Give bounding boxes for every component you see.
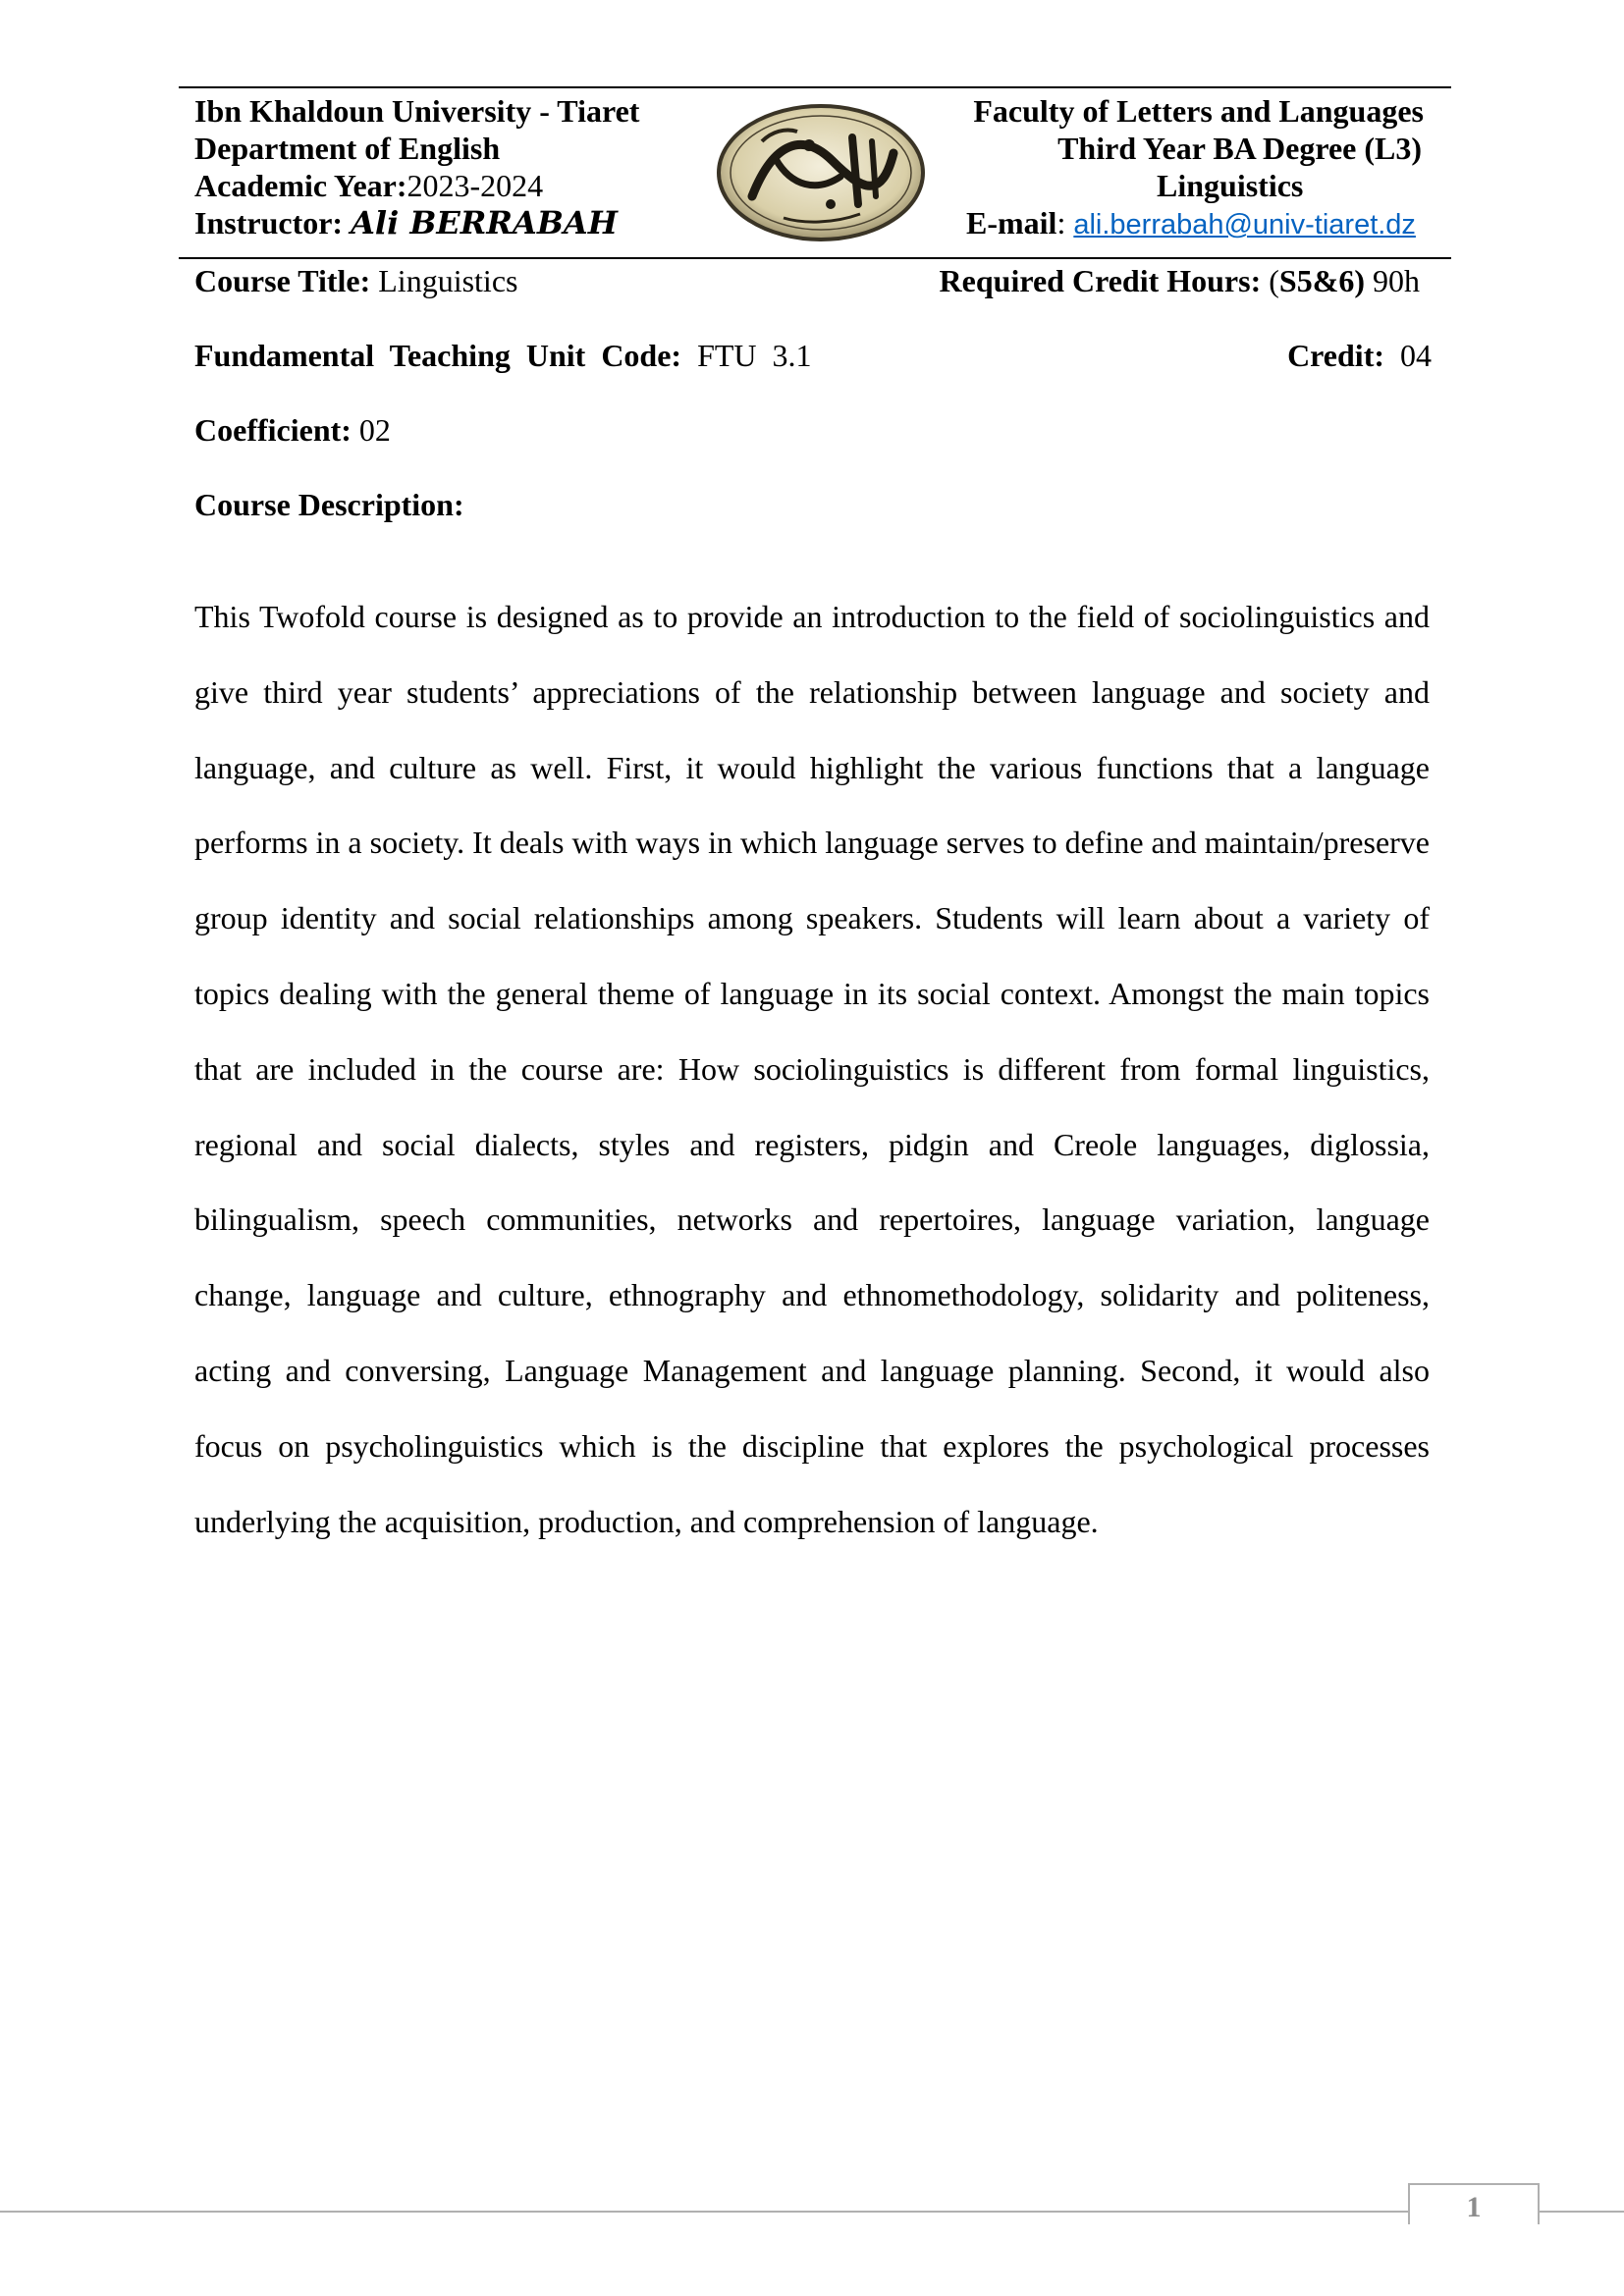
footer-rule [0, 2211, 1624, 2213]
course-title-label: Course Title: [194, 263, 371, 298]
email-line [966, 204, 1416, 243]
credit [1287, 336, 1432, 375]
instructor [194, 204, 618, 241]
credit-hours-open: ( [1269, 263, 1279, 298]
course-title-row [194, 261, 1432, 300]
university-name: Ibn Khaldoun University - Tiaret [194, 93, 640, 129]
unit-code-row [194, 336, 1432, 375]
email-label: E-mail [966, 205, 1057, 240]
academic-year-label: Academic Year: [194, 168, 407, 203]
unit-code-value: FTU 3.1 [697, 338, 812, 373]
course-description-heading: Course Description: [194, 487, 464, 522]
instructor-label: Instructor: [194, 205, 344, 240]
header-bottom-rule [179, 257, 1451, 259]
credit-hours-value: 90h [1373, 263, 1420, 298]
academic-year-value: 2023-2024 [406, 168, 544, 203]
university-logo [715, 102, 927, 243]
credit-label: Credit: [1287, 338, 1384, 373]
course-title-value: Linguistics [378, 263, 518, 298]
coefficient-row [194, 410, 1432, 450]
credit-value: 04 [1400, 338, 1432, 373]
course-description-body: This Twofold course is designed as to provide an introduction to the field of sociolinguistics and give third year students’ appreciations of the relationship between language and society and language, and culture as well. First, it would highlight the various functions that a language performs in a society. It deals with ways in which language serves to define and maintain/preserve group identity and social relationships among speakers. Students will learn about a variety of topics dealing with the general theme of language in its social context. Amongst the main topics that are included in the course are: How sociolinguistics is different from formal linguistics, regional and social dialects, styles and registers, pidgin and Creole languages, diglossia, bilingualism, speech communities, networks and repertoires, language variation, language change, language and culture, ethnography and ethnomethodology, solidarity and politeness, acting and conversing, Language Management and language planning. Second, it would also focus on psycholinguistics which is the discipline that explores the psychological processes underlying the acquisition, production, and comprehension of language. [194, 599, 1430, 1539]
unit-code-label: Fundamental Teaching Unit Code: [194, 338, 682, 373]
subject: Linguistics [1157, 168, 1304, 203]
faculty-name: Faculty of Letters and Languages [973, 93, 1424, 129]
credit-hours-semesters: S5&6) [1278, 263, 1365, 298]
academic-year [194, 167, 543, 204]
coefficient-label: Coefficient: [194, 412, 352, 448]
email-link[interactable]: ali.berrabah@univ-tiaret.dz [1073, 209, 1416, 240]
header-top-rule [179, 86, 1451, 88]
credit-hours-label: Required Credit Hours: [939, 263, 1262, 298]
email-separator: : [1056, 205, 1074, 240]
degree: Third Year BA Degree (L3) [1057, 131, 1422, 166]
coefficient-value: 02 [358, 412, 391, 448]
credit-hours [940, 261, 1420, 300]
department-name: Department of English [194, 131, 501, 166]
instructor-name: Ali BERRABAH [351, 204, 618, 241]
page-number: 1 [1466, 2191, 1482, 2223]
